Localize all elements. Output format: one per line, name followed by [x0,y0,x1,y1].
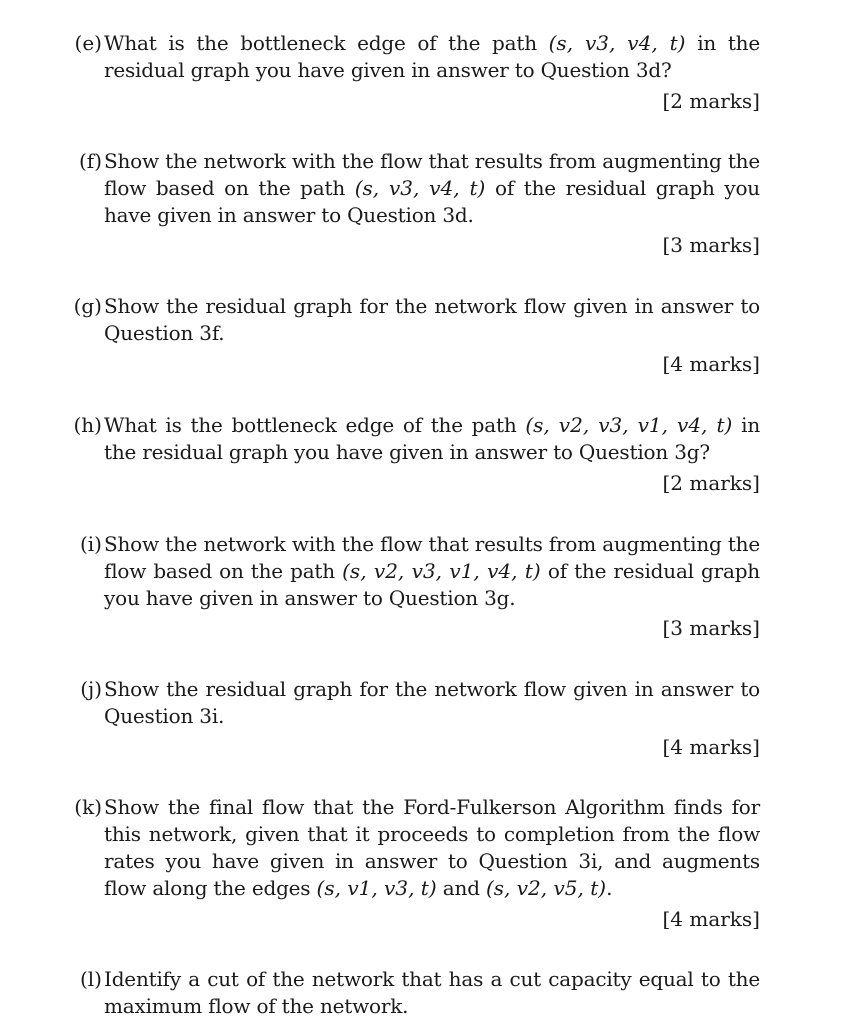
marks: [3 marks] [662,616,760,640]
question-text: Show the network with the flow that results from augmenting the flow based on the path (s, v3, v4, t) of the residual graph you have given in answer to Question 3d. [104,149,760,227]
marks: [4 marks] [662,907,760,931]
marks: [2 marks] [662,89,760,113]
question-e [48,30,760,113]
marks: [4 marks] [662,735,760,759]
marks: [4 marks] [662,352,760,376]
question-text: Show the final flow that the Ford-Fulkerson Algorithm finds for this network, given that it proceeds to completion from the flow rates you have given in answer to Question 3i, and augments flow along the edges (s, v1, v3, t) and (s, v2, v5, t). [104,795,760,900]
question-g [48,293,760,376]
path-math: (s, v3, v4, t) [354,176,486,200]
question-text: Show the network with the flow that results from augmenting the flow based on the path (s, v2, v3, v1, v4, t) of the residual graph you have given in answer to Question 3g. [104,532,760,610]
question-label: (i) [79,532,102,556]
path-math-2: (s, v2, v5, t) [485,876,607,900]
question-label: (f) [78,149,102,173]
question-label: (l) [79,967,102,991]
question-h [48,412,761,495]
question-text: What is the bottleneck edge of the path (s, v3, v4, t) in the residual graph you have given in answer to Question 3d? [104,31,760,82]
question-text: What is the bottleneck edge of the path (s, v2, v3, v1, v4, t) in the residual graph you have given in answer to Question 3g? [104,413,761,464]
path-math: (s, v1, v3, t) [316,876,437,900]
question-label: (k) [74,795,102,819]
question-i [48,531,760,640]
path-math: (s, v2, v3, v1, v4, t) [525,413,733,437]
marks: [3 marks] [662,233,760,257]
question-j [48,676,760,759]
path-math: (s, v2, v3, v1, v4, t) [342,559,541,583]
question-l [48,966,760,1020]
path-math: (s, v3, v4, t) [548,31,686,55]
question-text: Show the residual graph for the network flow given in answer to Question 3f. [104,294,760,345]
question-label: (g) [73,294,102,318]
question-label: (h) [73,413,102,437]
question-text: Show the residual graph for the network flow given in answer to Question 3i. [104,677,760,728]
question-label: (e) [74,31,102,55]
question-f [48,148,760,257]
question-text: Identify a cut of the network that has a cut capacity equal to the maximum flow of the network. [104,967,760,1018]
question-k [48,794,760,931]
marks: [2 marks] [662,471,760,495]
question-label: (j) [80,677,102,701]
